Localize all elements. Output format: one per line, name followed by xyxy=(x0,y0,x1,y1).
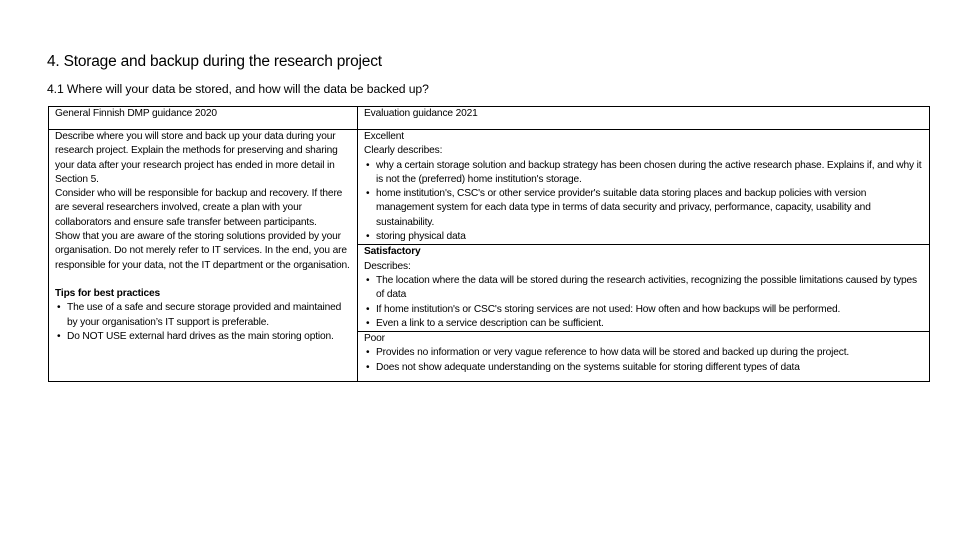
tips-list xyxy=(55,301,351,344)
list-item: • Even a link to a service description can be sufficient. xyxy=(364,317,923,331)
list-item: • home institution's, CSC's or other service provider's suitable data storing places and backup policies with version management system for each data type in terms of data security and privacy, performance, capacity, usability and sustainability. xyxy=(364,187,923,230)
list-item: • Does not show adequate understanding on the systems suitable for storing different types of data xyxy=(364,361,923,375)
tips-heading: Tips for best practices xyxy=(55,287,161,299)
header-evaluation-guidance: Evaluation guidance 2021 xyxy=(358,107,930,130)
list-item: • If home institution's or CSC's storing services are not used: How often and how backups will be performed. xyxy=(364,303,923,317)
satisfactory-cell xyxy=(358,245,930,332)
list-item: • The location where the data will be stored during the research activities, recognizing the possible limitations caused by types of data xyxy=(364,274,923,303)
guidance-table xyxy=(48,106,930,382)
satisfactory-criteria-list xyxy=(364,274,923,331)
guidance-paragraph: Describe where you will store and back up your data during your research project. Explain the methods for preserving and sharing your data after your research project has ended in more detail in Section 5. xyxy=(55,131,338,185)
list-item: • Provides no information or very vague reference to how data will be stored and backed up during the project. xyxy=(364,346,923,360)
poor-criteria-list xyxy=(364,346,923,375)
guidance-paragraph: Show that you are aware of the storing solutions provided by your organisation. Do not merely refer to IT services. In the end, you are responsible for your data, not the IT department or the organisation. xyxy=(55,231,350,271)
poor-cell xyxy=(358,332,930,382)
satisfactory-intro: Describes: xyxy=(364,260,411,272)
general-guidance-cell xyxy=(49,130,358,382)
question-heading: 4.1 Where will your data be stored, and how will the data be backed up? xyxy=(47,82,429,96)
guidance-paragraph: Consider who will be responsible for backup and recovery. If there are several researchers involved, create a plan with your collaborators and ensure safe transfer between participants. xyxy=(55,188,343,228)
excellent-cell xyxy=(358,130,930,245)
excellent-criteria-list xyxy=(364,159,923,245)
poor-label: Poor xyxy=(364,333,385,345)
page-title: 4. Storage and backup during the research project xyxy=(47,53,382,70)
list-item: • Do NOT USE external hard drives as the main storing option. xyxy=(55,330,351,344)
list-item: • The use of a safe and secure storage provided and maintained by your organisation’s IT support is preferable. xyxy=(55,301,351,330)
table-header-row xyxy=(49,107,930,130)
header-general-guidance: General Finnish DMP guidance 2020 xyxy=(49,107,358,130)
list-item: • why a certain storage solution and backup strategy has been chosen during the active research phase. Explains if, and why it is not the (preferred) home institution's storage. xyxy=(364,159,923,188)
excellent-intro: Clearly describes: xyxy=(364,145,443,157)
satisfactory-label: Satisfactory xyxy=(364,246,421,258)
excellent-label: Excellent xyxy=(364,131,404,142)
table-row xyxy=(49,130,930,245)
list-item: • storing physical data xyxy=(364,230,923,244)
